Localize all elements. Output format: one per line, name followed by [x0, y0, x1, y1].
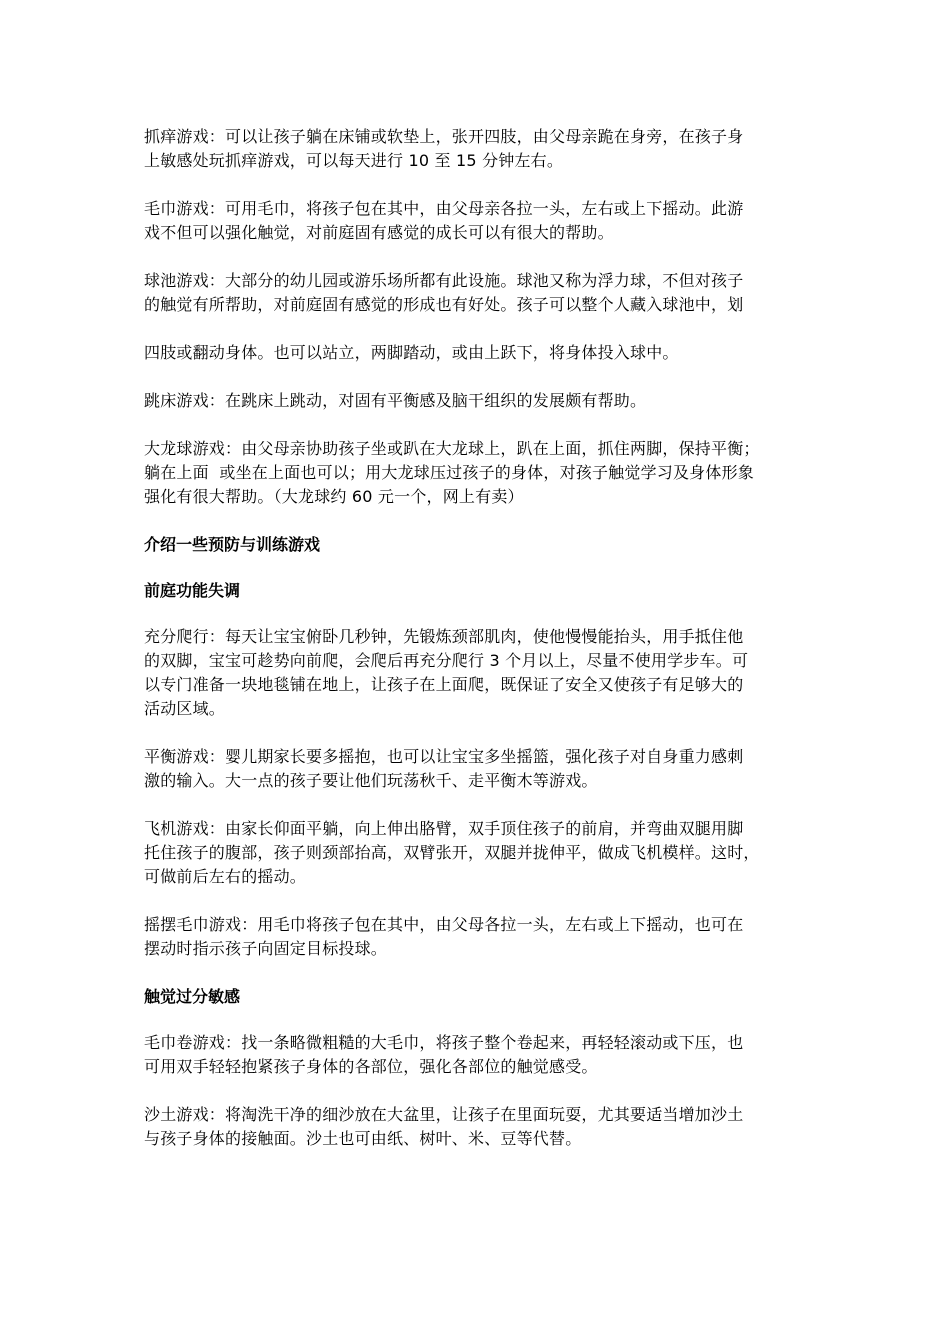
- paragraph-ball-pit-game: [144, 269, 808, 317]
- paragraph-swing-towel-game: [144, 913, 808, 961]
- text-line: 躺在上面 或坐在上面也可以；用大龙球压过孩子的身体，对孩子触觉学习及身体形象: [144, 463, 754, 482]
- paragraph-big-ball-game: [144, 437, 808, 509]
- paragraph-towel-game: [144, 197, 808, 245]
- text-line: 球池游戏：大部分的幼儿园或游乐场所都有此设施。球池又称为浮力球，不但对孩子: [144, 271, 744, 290]
- text-line: 与孩子身体的接触面。沙土也可由纸、树叶、米、豆等代替。: [144, 1129, 582, 1148]
- paragraph-towel-roll-game: [144, 1031, 808, 1079]
- text-line: 上敏感处玩抓痒游戏，可以每天进行 10 至 15 分钟左右。: [144, 151, 564, 170]
- text-line: 抓痒游戏：可以让孩子躺在床铺或软垫上，张开四肢，由父母亲跪在身旁，在孩子身: [144, 127, 744, 146]
- text-line: 平衡游戏：婴儿期家长要多摇抱，也可以让宝宝多坐摇篮，强化孩子对自身重力感刺: [144, 747, 744, 766]
- text-line: 托住孩子的腹部，孩子则颈部抬高，双臂张开，双腿并拢伸平，做成飞机模样。这时，: [144, 843, 760, 862]
- text-line: 大龙球游戏：由父母亲协助孩子坐或趴在大龙球上，趴在上面，抓住两脚，保持平衡；: [144, 439, 760, 458]
- text-line: 摇摆毛巾游戏：用毛巾将孩子包在其中，由父母各拉一头，左右或上下摇动，也可在: [144, 915, 744, 934]
- text-line: 四肢或翻动身体。也可以站立，两脚踏动，或由上跃下，将身体投入球中。: [144, 343, 679, 362]
- subsection-heading: 前庭功能失调: [144, 581, 241, 600]
- paragraph-balance-game: [144, 745, 808, 793]
- document-body: [144, 125, 808, 1175]
- section-heading: 介绍一些预防与训练游戏: [144, 535, 321, 554]
- text-line: 激的输入。大一点的孩子要让他们玩荡秋千、走平衡木等游戏。: [144, 771, 598, 790]
- text-line: 的双脚，宝宝可趁势向前爬，会爬后再充分爬行 3 个月以上，尽量不使用学步车。可: [144, 651, 749, 670]
- text-line: 摆动时指示孩子向固定目标投球。: [144, 939, 388, 958]
- paragraph-sand-game: [144, 1103, 808, 1151]
- text-line: 戏不但可以强化触觉，对前庭固有感觉的成长可以有很大的帮助。: [144, 223, 614, 242]
- text-line: 飞机游戏：由家长仰面平躺，向上伸出胳臂，双手顶住孩子的前肩，并弯曲双腿用脚: [144, 819, 744, 838]
- text-line: 的触觉有所帮助，对前庭固有感觉的形成也有好处。孩子可以整个人藏入球池中，划: [144, 295, 744, 314]
- paragraph-airplane-game: [144, 817, 808, 889]
- text-line: 充分爬行：每天让宝宝俯卧几秒钟，先锻炼颈部肌肉，使他慢慢能抬头，用手抵住他: [144, 627, 744, 646]
- text-line: 沙土游戏：将淘洗干净的细沙放在大盆里，让孩子在里面玩耍，尤其要适当增加沙土: [144, 1105, 744, 1124]
- paragraph-crawling: [144, 625, 808, 721]
- text-line: 跳床游戏：在跳床上跳动，对固有平衡感及脑干组织的发展颇有帮助。: [144, 391, 647, 410]
- text-line: 可用双手轻轻抱紧孩子身体的各部位，强化各部位的触觉感受。: [144, 1057, 598, 1076]
- paragraph-ball-pit-continued: [144, 341, 808, 365]
- paragraph-trampoline-game: [144, 389, 808, 413]
- text-line: 活动区域。: [144, 699, 226, 718]
- text-line: 可做前后左右的摇动。: [144, 867, 307, 886]
- text-line: 毛巾游戏：可用毛巾，将孩子包在其中，由父母亲各拉一头，左右或上下摇动。此游: [144, 199, 744, 218]
- text-line: 毛巾卷游戏：找一条略微粗糙的大毛巾，将孩子整个卷起来，再轻轻滚动或下压，也: [144, 1033, 744, 1052]
- subsection-heading: 触觉过分敏感: [144, 987, 241, 1006]
- paragraph-tickle-game: [144, 125, 808, 173]
- text-line: 以专门准备一块地毯铺在地上，让孩子在上面爬，既保证了安全又使孩子有足够大的: [144, 675, 744, 694]
- text-line: 强化有很大帮助。（大龙球约 60 元一个，网上有卖）: [144, 487, 524, 506]
